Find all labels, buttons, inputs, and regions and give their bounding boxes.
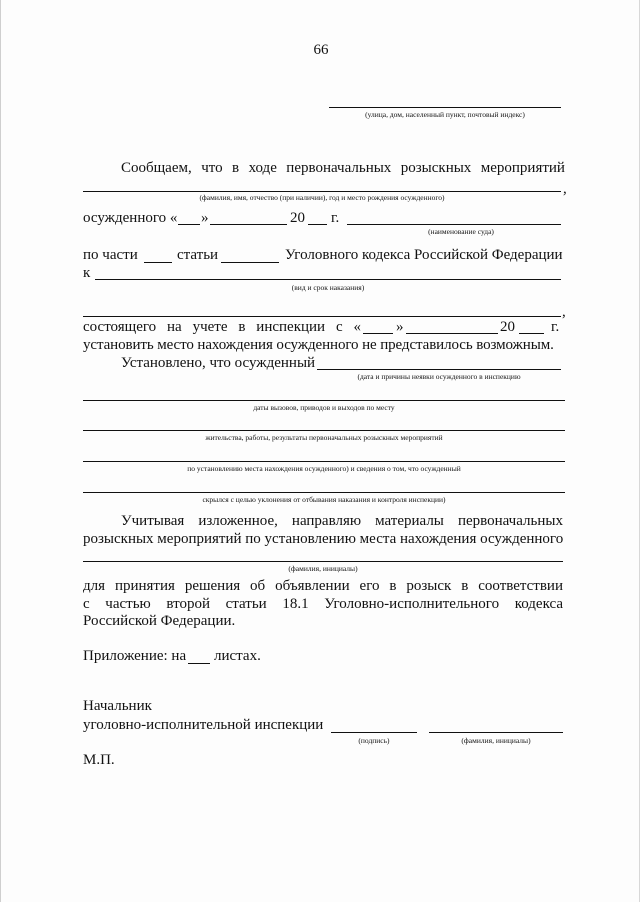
court-line [347,224,561,225]
convicted-prefix: осужденного « [83,210,178,226]
registered-word: на [167,319,182,335]
signature-name-line [429,732,563,733]
established-line-5 [83,492,565,493]
established-caption-3: жительства, работы, результаты первоначальных розыскных мероприятий [205,433,443,442]
reg-month-blank [406,333,498,334]
considering-word: направляю [291,513,362,529]
considering-line-1 [121,513,563,530]
intro-word: мероприятий [480,160,565,176]
decision-word: с [83,596,90,612]
decision-word: соответствии [478,578,563,594]
established-caption-5: скрылся с целью уклонения от отбывания наказания и контроля инспекции) [202,495,446,504]
established-caption-1: (дата и причины неявки осужденного в инспекцию [357,372,521,381]
page-number: 66 [313,42,329,58]
fio-line [83,191,561,192]
reg-quote-close: » [396,319,404,335]
stamp-place: М.П. [83,752,115,768]
signature-title-1: Начальник [83,698,152,714]
registered-word: с [335,319,343,335]
considering-word: материалы [375,513,444,529]
punishment-caption: (вид и срок наказания) [291,283,365,292]
convicted-year-suffix: г. [331,210,340,226]
convicted-quote-close: » [201,210,209,226]
established-line-1 [317,369,561,370]
registered-word: инспекции [256,319,326,335]
decision-word: в [461,578,469,594]
established-line-4 [83,461,565,462]
decision-word: статьи [225,596,267,612]
decision-line-2 [83,596,563,613]
registered-word: в [238,319,246,335]
decision-word: Уголовно-исполнительного [324,596,500,612]
intro-word: первоначальных [286,160,392,176]
registered-line2: установить место нахождения осужденного не представилось возможным. [83,337,554,353]
intro-word: что [201,160,223,176]
decision-word: 18.1 [282,596,309,612]
decision-word: его [359,578,380,594]
considering-word: первоначальных [457,513,563,529]
decision-word: для [83,578,106,594]
registered-word: учете [192,319,228,335]
month-blank [210,224,287,225]
fio-comma: , [563,181,567,197]
reg-year: 20 [500,319,515,335]
convicted-year: 20 [290,210,305,226]
established-line-2 [83,400,565,401]
address-caption: (улица, дом, населенный пункт, почтовый индекс) [365,110,525,119]
address-line [329,107,561,108]
reg-year-blank [519,333,544,334]
decision-line-1 [83,578,563,595]
article-part-label: по части [83,247,138,263]
considering-word: изложенное, [198,513,278,529]
established-caption-2: даты вызовов, приводов и выходов по месту [253,403,395,412]
decision-word: второй [166,596,210,612]
decision-line-3: Российской Федерации. [83,613,236,629]
appendix-blank [188,663,210,664]
punishment-line [95,279,561,280]
article-blank [221,262,279,263]
fio-caption: (фамилия, имя, отчество (при наличии), год и место рождения осужденного) [199,193,445,202]
decision-word: розыск [406,578,452,594]
k-label: к [83,265,91,281]
signature-title-2: уголовно-исполнительной инспекции [83,717,324,733]
registered-words [83,319,361,336]
intro-line [121,160,565,177]
intro-word: ходе [248,160,277,176]
appendix-prefix: Приложение: на [83,648,187,664]
decision-word: частью [105,596,151,612]
signature-name-caption: (фамилия, инициалы) [461,736,531,745]
continuation-comma: , [562,304,566,320]
court-caption: (наименование суда) [428,227,494,236]
intro-word: розыскных [400,160,472,176]
decision-word: об [250,578,266,594]
decision-word: кодекса [514,596,563,612]
day-blank [178,224,200,225]
signature-sign-line [331,732,417,733]
registered-word: « [353,319,361,335]
article-label: статьи [177,247,219,263]
considering-word: Учитывая [121,513,185,529]
established-line-3 [83,430,565,431]
decision-word: решения [184,578,241,594]
signature-sign-caption: (подпись) [358,736,390,745]
appendix-suffix: листах. [214,648,261,664]
decision-word: объявлении [275,578,350,594]
considering-name-line [83,561,563,562]
decision-word: в [389,578,397,594]
reg-day-blank [363,333,393,334]
criminal-code-label: Уголовного кодекса Российской Федерации [285,247,563,263]
part-blank [144,262,172,263]
decision-word: принятия [114,578,175,594]
considering-line-2: розыскных мероприятий по установлению места нахождения осужденного [83,531,564,547]
established-caption-4: по установлению места нахождения осужденного) и сведения о том, что осужденный [187,464,461,473]
reg-year-suffix: г. [551,319,560,335]
intro-word: в [232,160,240,176]
registered-word: состоящего [83,319,157,335]
considering-caption: (фамилия, инициалы) [288,564,358,573]
punishment-continuation-line [83,316,561,317]
year-blank [308,224,327,225]
intro-word: Сообщаем, [121,160,192,176]
established-text: Установлено, что осужденный [121,355,316,371]
